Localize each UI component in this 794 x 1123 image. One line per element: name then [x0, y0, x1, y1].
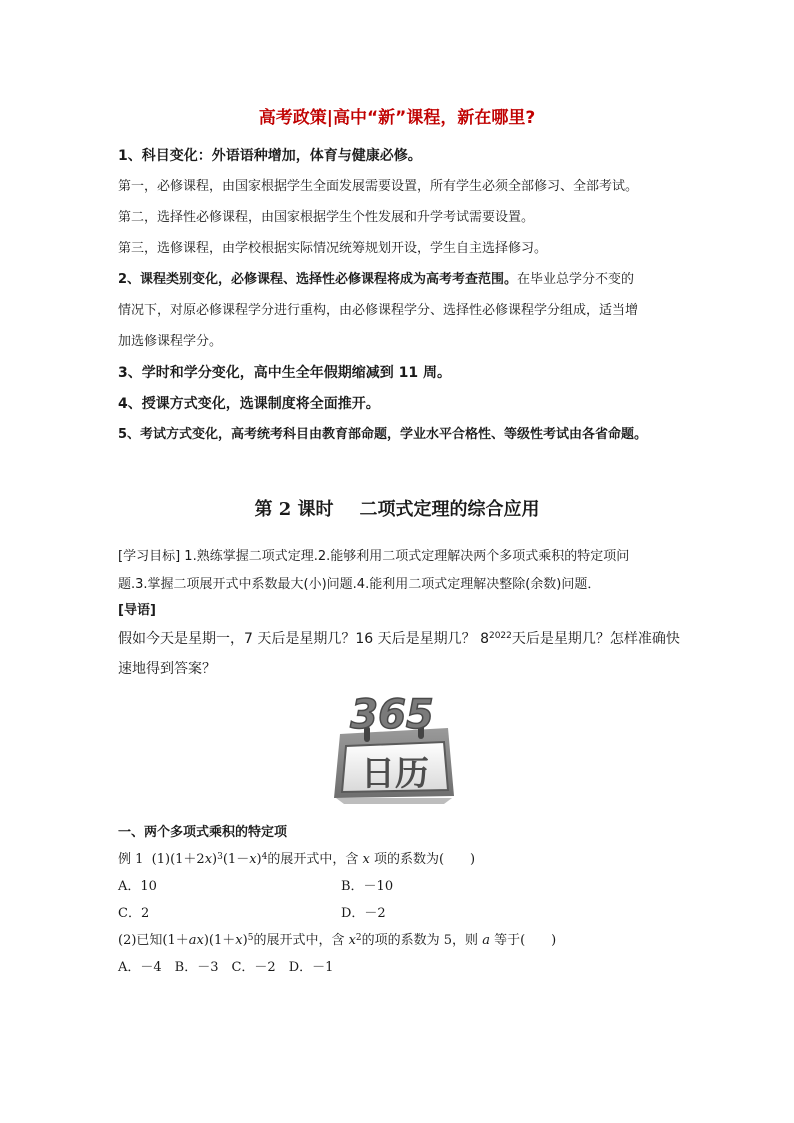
intro-label: [导语] [118, 603, 156, 618]
policy-item-1a: 第一，必修课程，由国家根据学生全面发展需要设置，所有学生必须全部修习、全部考试。 [118, 179, 639, 194]
intro-line-2: 速地得到答案？ [118, 661, 216, 677]
intro-text-b: 天后是星期几？怎样准确快 [511, 631, 680, 647]
policy-item-2-text: 在毕业总学分不变的 [517, 272, 635, 287]
q1-option-a: A．10 [118, 879, 157, 894]
q1-part: 项的系数为( ) [369, 852, 476, 867]
q2-exponent: 2 [355, 933, 362, 943]
objectives-label: [学习目标] [118, 549, 181, 564]
objectives-text-1: 1.熟练掌握二项式定理.2.能够利用二项式定理解决两个多项式乘积的特定项问 [184, 549, 630, 564]
policy-item-1b: 第二，选择性必修课程，由国家根据学生个性发展和升学考试需要设置。 [118, 210, 535, 225]
policy-item-2-line2: 情况下，对原必修课程学分进行重构，由必修课程学分、选择性必修课程学分组成，适当增 [118, 303, 639, 318]
calendar-number: 365 [350, 692, 434, 738]
q2-part: 的项的系数为 5，则 [361, 933, 483, 948]
q1-part: (1－ [222, 852, 250, 867]
q1-part: ) [212, 852, 218, 867]
q1-option-d: D．－2 [341, 906, 386, 921]
q2-exponent: 5 [247, 933, 254, 943]
q2-var-x: x [348, 933, 356, 948]
calendar-365-logo [326, 688, 462, 806]
policy-item-2-line3: 加选修课程学分。 [118, 334, 223, 349]
policy-item-5: 5、考试方式变化，高考统考科目由教育部命题，学业水平合格性、等级性考试由各省命题。 [118, 427, 648, 442]
q2-part: (2)已知(1＋ [118, 933, 189, 948]
q1-part: 的展开式中，含 [267, 852, 363, 867]
lesson-title [0, 497, 794, 523]
calendar-label: 日历 [361, 754, 429, 794]
q2-options: A．－4 B．－3 C．－2 D．－1 [118, 960, 334, 975]
intro-exponent: 2022 [488, 631, 512, 641]
q2-var-ax: ax [188, 933, 204, 948]
q2-part: )(1＋ [203, 933, 236, 948]
intro-line-1 [118, 629, 680, 649]
policy-item-3: 3、学时和学分变化，高中生全年假期缩减到 11 周。 [118, 365, 451, 381]
example-1-question-1 [118, 850, 475, 870]
lesson-number: 第 2 课时 [254, 499, 334, 520]
policy-item-2 [118, 270, 634, 290]
q2-part: 等于( ) [489, 933, 557, 948]
example-1-question-2 [118, 931, 556, 951]
section-heading: 一、两个多项式乘积的特定项 [118, 825, 288, 840]
objectives-line-1 [118, 547, 629, 567]
q2-part: 的展开式中，含 [253, 933, 349, 948]
q2-part: ) [242, 933, 248, 948]
lesson-name: 二项式定理的综合应用 [359, 499, 540, 520]
example-label: 例 1 [118, 852, 144, 867]
q1-part: ) [256, 852, 262, 867]
q1-var-x: x [249, 852, 257, 867]
q1-option-b: B．－10 [341, 879, 394, 894]
intro-text-a: 假如今天是星期一，7 天后是星期几？16 天后是星期几？ 8 [118, 631, 489, 647]
q1-exponent: 3 [217, 852, 223, 862]
q1-option-c: C．2 [118, 906, 150, 921]
q2-var-a: a [482, 933, 490, 948]
policy-item-1: 1、科目变化：外语语种增加，体育与健康必修。 [118, 148, 422, 164]
q2-var-x: x [235, 933, 243, 948]
q1-part: (1)(1＋2 [151, 852, 205, 867]
q1-var-x: x [204, 852, 213, 867]
objectives-line-2: 题.3.掌握二项展开式中系数最大(小)问题.4.能利用二项式定理解决整除(余数)问题． [118, 577, 601, 592]
policy-item-4: 4、授课方式变化，选课制度将全面推开。 [118, 396, 380, 412]
q1-var-x: x [362, 852, 370, 867]
policy-item-1c: 第三，选修课程，由学校根据实际情况统筹规划开设，学生自主选择修习。 [118, 241, 548, 256]
page-title: 高考政策|高中“新”课程，新在哪里? [258, 108, 536, 128]
q1-exponent: 4 [261, 852, 268, 862]
policy-item-2-heading: 2、课程类别变化，必修课程、选择性必修课程将成为高考考查范围。 [118, 272, 518, 287]
